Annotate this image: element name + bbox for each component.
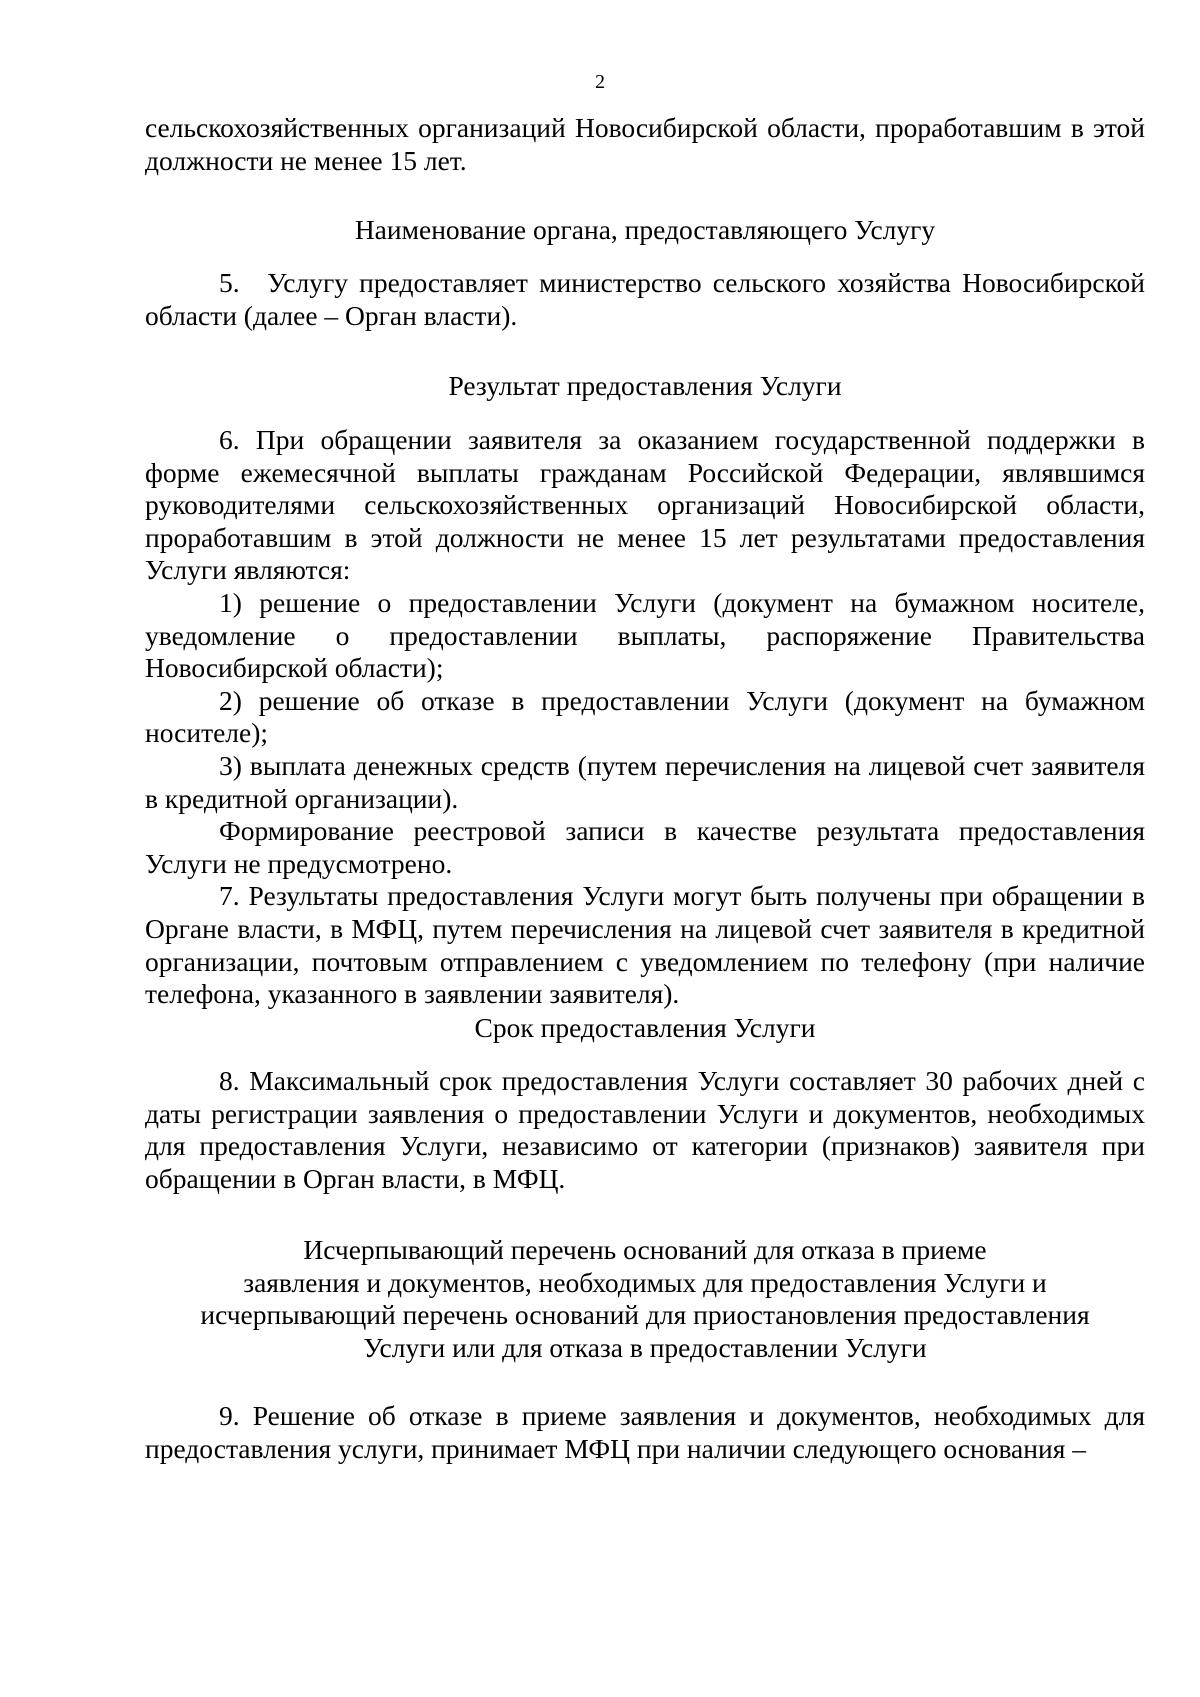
section-heading-refusal-line-1: Исчерпывающий перечень оснований для отказа в приеме bbox=[303, 1234, 987, 1265]
result-item-2: 2) решение об отказе в предоставлении Услуги (документ на бумажном носителе); bbox=[145, 684, 1145, 749]
section-heading-organ: Наименование органа, предоставляющего Услугу bbox=[354, 214, 936, 245]
section-result-heading-block bbox=[145, 370, 1145, 403]
page-number: 2 bbox=[595, 71, 605, 93]
section-term-body bbox=[145, 1065, 1145, 1195]
section-refusal-heading-block bbox=[145, 1234, 1145, 1364]
registry-note: Формирование реестровой записи в качестве результата предоставления Услуги не предусмотрено. bbox=[145, 815, 1145, 879]
section-term-heading-block bbox=[145, 1012, 1145, 1045]
section-result-body bbox=[145, 424, 1145, 1011]
section-organ-body bbox=[145, 267, 1145, 332]
intro-paragraph: сельскохозяйственных организаций Новосибирской области, проработавшим в этой должности не менее 15 лет. bbox=[145, 112, 1145, 176]
section-heading-refusal-line-4: Услуги или для отказа в предоставлении Услуги bbox=[363, 1331, 927, 1363]
section-heading-refusal-line-2: заявления и документов, необходимых для предоставления Услуги и bbox=[243, 1266, 1047, 1298]
paragraph-5: 5. Услугу предоставляет министерство сельского хозяйства Новосибирской области (далее – Орган власти). bbox=[145, 267, 1145, 331]
result-item-3: 3) выплата денежных средств (путем перечисления на лицевой счет заявителя в кредитной организации). bbox=[145, 749, 1145, 814]
result-item-1: 1) решение о предоставлении Услуги (документ на бумажном носителе, уведомление о предоставлении выплаты, распоряжение Правительства Новосибирской области); bbox=[145, 586, 1145, 684]
intro-block bbox=[145, 112, 1145, 177]
paragraph-6: 6. При обращении заявителя за оказанием государственной поддержки в форме ежемесячной выплаты гражданам Российской Федерации, являвшимся руководителями сельскохозяйственных организаций Новосибирской области, проработавшим в этой должности не менее 15 лет результатами предоставления Услуги являются: bbox=[145, 424, 1145, 586]
section-heading-result: Результат предоставления Услуги bbox=[448, 370, 842, 401]
section-refusal-body bbox=[145, 1400, 1145, 1465]
section-organ-heading-block bbox=[145, 214, 1145, 247]
section-heading-refusal-line-3: исчерпывающий перечень оснований для приостановления предоставления bbox=[200, 1299, 1090, 1331]
paragraph-8: 8. Максимальный срок предоставления Услуги составляет 30 рабочих дней с даты регистрации заявления о предоставлении Услуги и документов, необходимых для предоставления Услуги, независимо от категории (признаков) заявителя при обращении в Орган власти, в МФЦ. bbox=[145, 1065, 1145, 1194]
paragraph-9: 9. Решение об отказе в приеме заявления и документов, необходимых для предоставления услуги, принимает МФЦ при наличии следующего основания – bbox=[145, 1400, 1145, 1464]
section-heading-term: Срок предоставления Услуги bbox=[474, 1012, 816, 1043]
paragraph-7: 7. Результаты предоставления Услуги могут быть получены при обращении в Органе власти, в МФЦ, путем перечисления на лицевой счет заявителя в кредитной организации, почтовым отправлением с уведомлением по телефону (при наличие телефона, указанного в заявлении заявителя). bbox=[145, 880, 1145, 1010]
